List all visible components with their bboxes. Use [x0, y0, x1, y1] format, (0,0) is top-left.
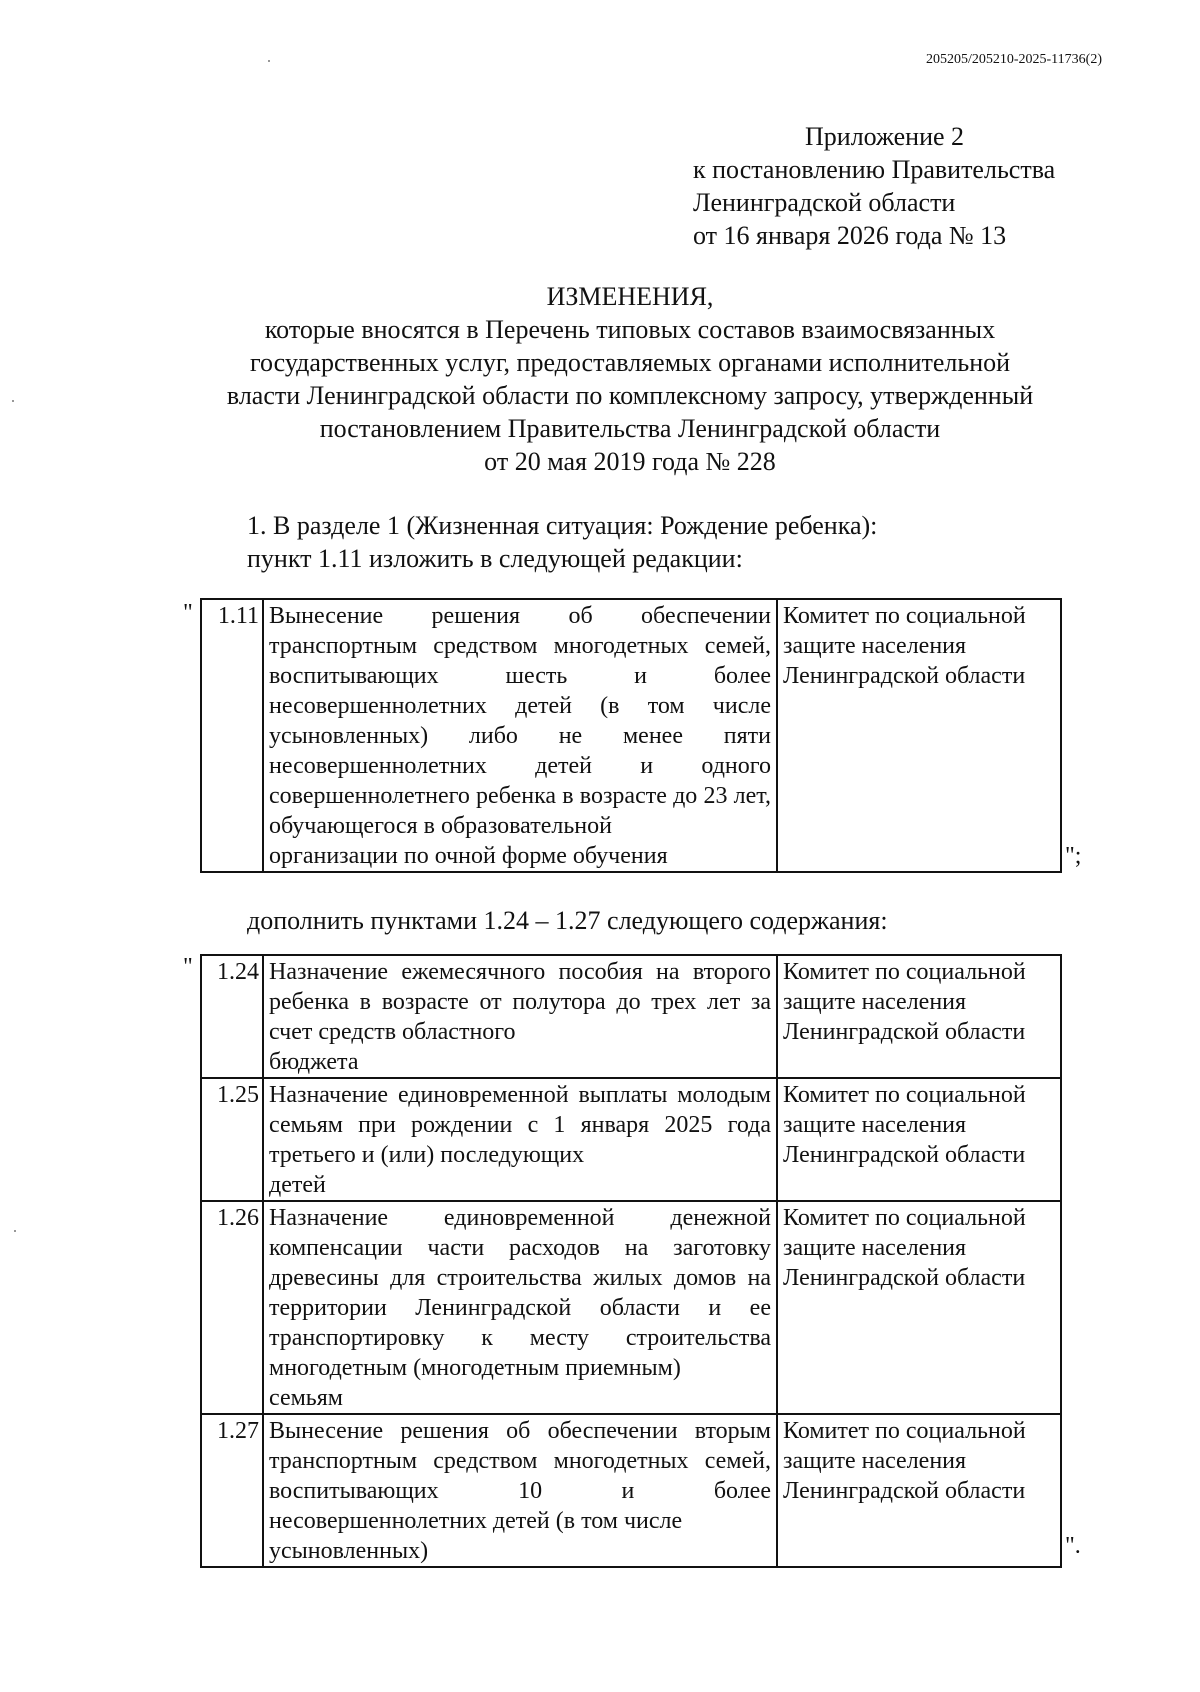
section-1-intro	[247, 509, 877, 575]
section-2-intro	[247, 904, 888, 937]
item-description-text: Вынесение решения об обеспечении транспортным средством многодетных семей, воспитывающих шесть и более несовершеннолетних детей (в том числе усыновленных) либо не менее пяти несовершеннолетних детей и одного совершеннолетнего ребенка в возрасте до 23 лет, обучающегося в образовательной	[269, 603, 771, 839]
section-1-heading: 1. В разделе 1 (Жизненная ситуация: Рождение ребенка):	[247, 511, 878, 540]
table-2-close-quote: ".	[1065, 1533, 1081, 1559]
item-description	[263, 1078, 777, 1201]
item-description-end: бюджета	[269, 1049, 359, 1075]
appendix-date: от 16 января 2026 года № 13	[693, 221, 1007, 250]
title-line: государственных услуг, предоставляемых органами исполнительной	[249, 348, 1011, 377]
table-row	[201, 1414, 1061, 1567]
title-line: постановлением Правительства Ленинградской области	[319, 414, 941, 443]
item-authority: Комитет по социальной защите населения Ленинградской области	[777, 599, 1061, 872]
document-title	[130, 280, 1130, 478]
item-authority: Комитет по социальной защите населения Ленинградской области	[777, 1201, 1061, 1414]
section-1-instruction: пункт 1.11 изложить в следующей редакции:	[247, 544, 743, 573]
item-number: 1.27	[201, 1414, 263, 1567]
item-description-text: Назначение ежемесячного пособия на второго ребенка в возрасте от полутора до трех лет за счет средств областного	[269, 959, 771, 1045]
title-line: от 20 мая 2019 года № 228	[484, 447, 776, 476]
title-heading: ИЗМЕНЕНИЯ,	[546, 282, 714, 311]
item-description-text: Назначение единовременной выплаты молодым семьям при рождении с 1 января 2025 года третьего и (или) последующих	[269, 1082, 771, 1168]
table-row	[201, 1078, 1061, 1201]
scan-speck	[14, 1230, 16, 1232]
appendix-header	[693, 120, 1055, 252]
item-authority: Комитет по социальной защите населения Ленинградской области	[777, 955, 1061, 1078]
item-description-end: семьям	[269, 1385, 343, 1411]
table-1-close-quote: ";	[1065, 843, 1082, 869]
table-1-open-quote: "	[183, 600, 193, 626]
item-description	[263, 1414, 777, 1567]
item-authority: Комитет по социальной защите населения Ленинградской области	[777, 1414, 1061, 1567]
document-id: 205205/205210-2025-11736(2)	[925, 52, 1102, 67]
section-2-instruction: дополнить пунктами 1.24 – 1.27 следующего содержания:	[247, 906, 888, 935]
table-row	[201, 1201, 1061, 1414]
item-number: 1.11	[201, 599, 263, 872]
title-line: которые вносятся в Перечень типовых составов взаимосвязанных	[264, 315, 996, 344]
scan-speck	[12, 400, 14, 402]
title-line: власти Ленинградской области по комплексному запросу, утвержденный	[226, 381, 1034, 410]
item-description-text: Вынесение решения об обеспечении вторым транспортным средством многодетных семей, воспитывающих 10 и более несовершеннолетних детей (в том числе	[269, 1418, 771, 1534]
table-row	[201, 955, 1061, 1078]
appendix-resolution: к постановлению Правительства	[693, 155, 1056, 184]
item-authority: Комитет по социальной защите населения Ленинградской области	[777, 1078, 1061, 1201]
appendix-number: Приложение 2	[805, 122, 965, 151]
item-description-end: организации по очной форме обучения	[269, 843, 668, 869]
table-2-open-quote: "	[183, 954, 193, 980]
item-number: 1.24	[201, 955, 263, 1078]
scan-speck	[268, 60, 270, 62]
appendix-region: Ленинградской области	[693, 188, 956, 217]
item-number: 1.25	[201, 1078, 263, 1201]
table-row	[201, 599, 1061, 872]
amendment-table-1	[200, 598, 1062, 873]
item-description-end: детей	[269, 1172, 326, 1198]
item-description-text: Назначение единовременной денежной компенсации части расходов на заготовку древесины для строительства жилых домов на территории Ленинградской области и ее транспортировку к месту строительства многодетным (многодетным приемным)	[269, 1205, 771, 1381]
item-description-end: усыновленных)	[269, 1538, 429, 1564]
item-number: 1.26	[201, 1201, 263, 1414]
item-description	[263, 955, 777, 1078]
amendment-table-2	[200, 954, 1062, 1568]
item-description	[263, 1201, 777, 1414]
item-description	[263, 599, 777, 872]
